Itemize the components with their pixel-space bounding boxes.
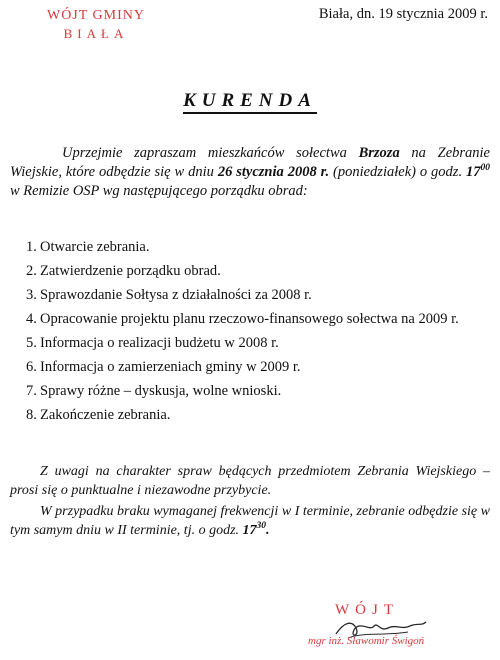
agenda-item-number: 1. <box>26 239 37 255</box>
second-term-hour-minutes: 30 <box>256 521 267 531</box>
agenda-item-number: 3. <box>26 287 37 303</box>
agenda-item <box>26 262 488 281</box>
intro-text-2: na Zebranie Wiejskie, które odbędzie się w dniu <box>10 145 490 180</box>
office-stamp <box>36 8 156 42</box>
signatory-name: mgr inż. Sławomir Świgoń <box>308 635 425 647</box>
agenda-list <box>26 238 488 430</box>
meeting-hour-minutes: 00 <box>480 163 490 173</box>
agenda-item-number: 6. <box>26 359 37 375</box>
intro-text-4: w Remizie OSP wg następującego porządku obrad: <box>10 183 308 199</box>
agenda-item-number: 7. <box>26 383 37 399</box>
signature-stamp: WÓJT <box>335 602 399 618</box>
agenda-item <box>26 382 488 401</box>
meeting-hour <box>466 164 490 180</box>
agenda-item <box>26 334 488 353</box>
agenda-item-number: 8. <box>26 407 37 423</box>
second-term-text: W przypadku braku wymaganej frekwencji w I terminie, zebranie odbędzie się w tym samym dniu w II terminie, tj. o godz. <box>10 504 490 538</box>
second-term-note <box>10 502 490 540</box>
second-term-end: . <box>266 523 270 538</box>
agenda-item-text: Otwarcie zebrania. <box>40 239 150 255</box>
agenda-item <box>26 238 488 257</box>
agenda-item-number: 5. <box>26 335 37 351</box>
agenda-item-text: Informacja o zamierzeniach gminy w 2009 r. <box>40 359 301 375</box>
agenda-item-text: Informacja o realizacji budżetu w 2008 r. <box>40 335 279 351</box>
agenda-item-text: Sprawy różne – dyskusja, wolne wnioski. <box>40 383 282 399</box>
agenda-item-text: Sprawozdanie Sołtysa z działalności za 2008 r. <box>40 287 312 303</box>
agenda-item <box>26 358 488 377</box>
second-term-hour <box>243 523 267 538</box>
village-name: Brzoza <box>358 145 400 161</box>
document-title <box>0 90 500 112</box>
intro-text-3: (poniedziałek) o godz. <box>329 164 466 180</box>
stamp-line-1: WÓJT GMINY <box>46 8 145 23</box>
agenda-item <box>26 286 488 305</box>
agenda-item-number: 4. <box>26 311 37 327</box>
meeting-date: 26 stycznia 2008 r. <box>217 164 330 180</box>
agenda-item <box>26 310 488 329</box>
stamp-line-2: BIAŁA <box>63 26 129 41</box>
second-term-hour-main: 17 <box>242 523 257 538</box>
place-date: Biała, dn. 19 stycznia 2009 r. <box>318 6 488 22</box>
agenda-item-number: 2. <box>26 263 37 279</box>
agenda-item-text: Opracowanie projektu planu rzeczowo-finansowego sołectwa na 2009 r. <box>40 311 459 327</box>
meeting-hour-main: 17 <box>466 164 481 180</box>
intro-paragraph <box>10 144 490 201</box>
agenda-item-text: Zakończenie zebrania. <box>40 407 171 423</box>
intro-text-1: Uprzejmie zapraszam mieszkańców sołectwa <box>62 145 359 161</box>
punctuality-note: Z uwagi na charakter spraw będących przedmiotem Zebrania Wiejskiego – prosi się o punktualne i niezawodne przybycie. <box>10 464 490 498</box>
agenda-item <box>26 406 488 425</box>
title-text: KURENDA <box>183 90 317 114</box>
agenda-item-text: Zatwierdzenie porządku obrad. <box>40 263 221 279</box>
